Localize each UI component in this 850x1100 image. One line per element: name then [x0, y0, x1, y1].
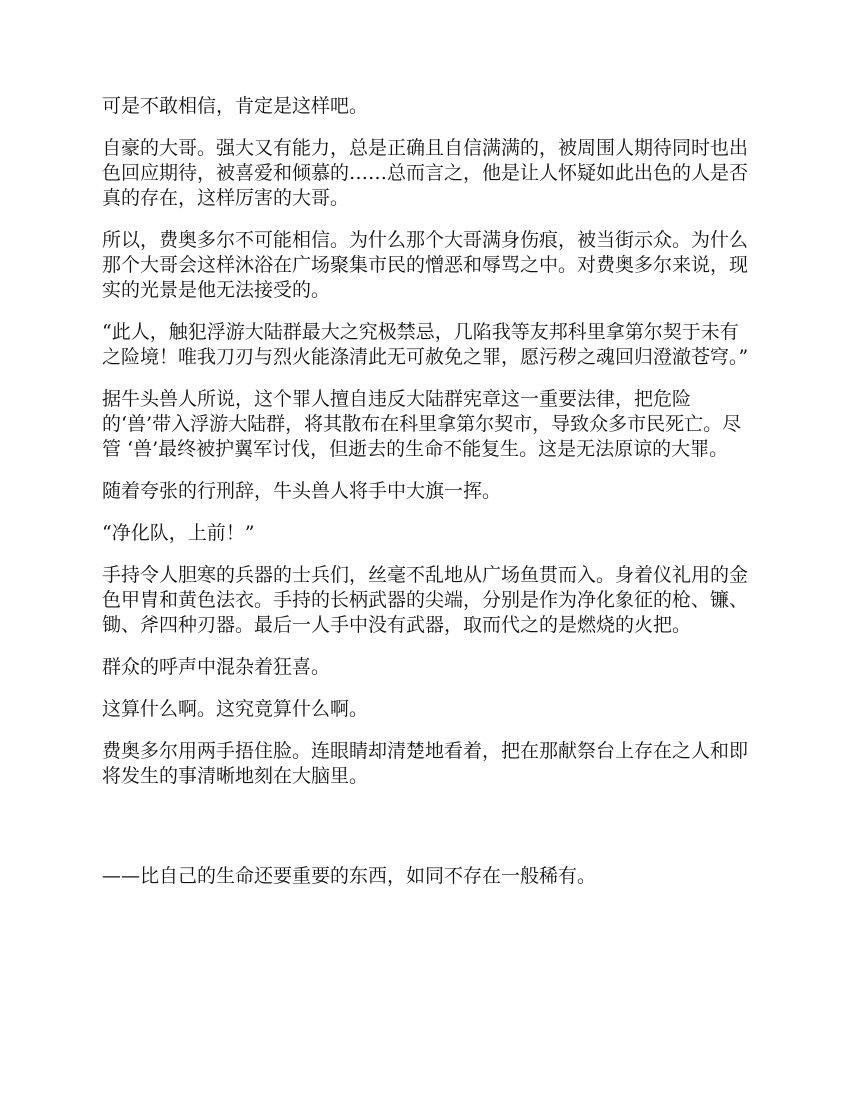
- paragraph: 可是不敢相信，肯定是这样吧。: [102, 95, 369, 117]
- paragraph: 随着夸张的行刑辞，牛头兽人将手中大旗一挥。: [102, 480, 502, 502]
- paragraph: “此人，触犯浮游大陆群最大之究极禁忌，几陷我等友邦科里拿第尔契于未有之险境！唯我刀刃与烈火能涤清此无可赦免之罪，愿污秽之魂回归澄澈苍穹。”: [102, 321, 749, 368]
- document-body: [102, 94, 750, 906]
- paragraph: 费奥多尔用两手捂住脸。连眼睛却清楚地看着，把在那献祭台上存在之人和即将发生的事清晰地刻在大脑里。: [102, 740, 749, 787]
- paragraph: “净化队，上前！”: [102, 522, 255, 544]
- section-gap: [102, 806, 750, 864]
- paragraph: 群众的呼声中混杂着狂喜。: [102, 656, 331, 678]
- closing-line: ——比自己的生命还要重要的东西，如同不存在一般稀有。: [102, 865, 597, 887]
- paragraph: 自豪的大哥。强大又有能力，总是正确且自信满满的，被周围人期待同时也出色回应期待，被喜爱和倾慕的……总而言之，他是让人怀疑如此出色的人是否真的存在，这样厉害的大哥。: [102, 137, 749, 209]
- paragraph: 所以，费奥多尔不可能相信。为什么那个大哥满身伤痕，被当街示众。为什么那个大哥会这样沐浴在广场聚集市民的憎恶和辱骂之中。对费奥多尔来说，现实的光景是他无法接受的。: [102, 229, 749, 301]
- paragraph: 这算什么啊。这究竟算什么啊。: [102, 698, 369, 720]
- paragraph: 据牛头兽人所说，这个罪人擅自违反大陆群宪章这一重要法律，把危险的‘兽’带入浮游大陆群，将其散布在科里拿第尔契市，导致众多市民死亡。尽管 ‘兽’最终被护翼军讨伐，但逝去的生命不能复生。这是无法原谅的大罪。: [102, 388, 742, 460]
- paragraph: 手持令人胆寒的兵器的士兵们，丝毫不乱地从广场鱼贯而入。身着仪礼用的金色甲胄和黄色法衣。手持的长柄武器的尖端，分别是作为净化象征的枪、镰、锄、斧四种刃器。最后一人手中没有武器，取而代之的是燃烧的火把。: [102, 564, 749, 636]
